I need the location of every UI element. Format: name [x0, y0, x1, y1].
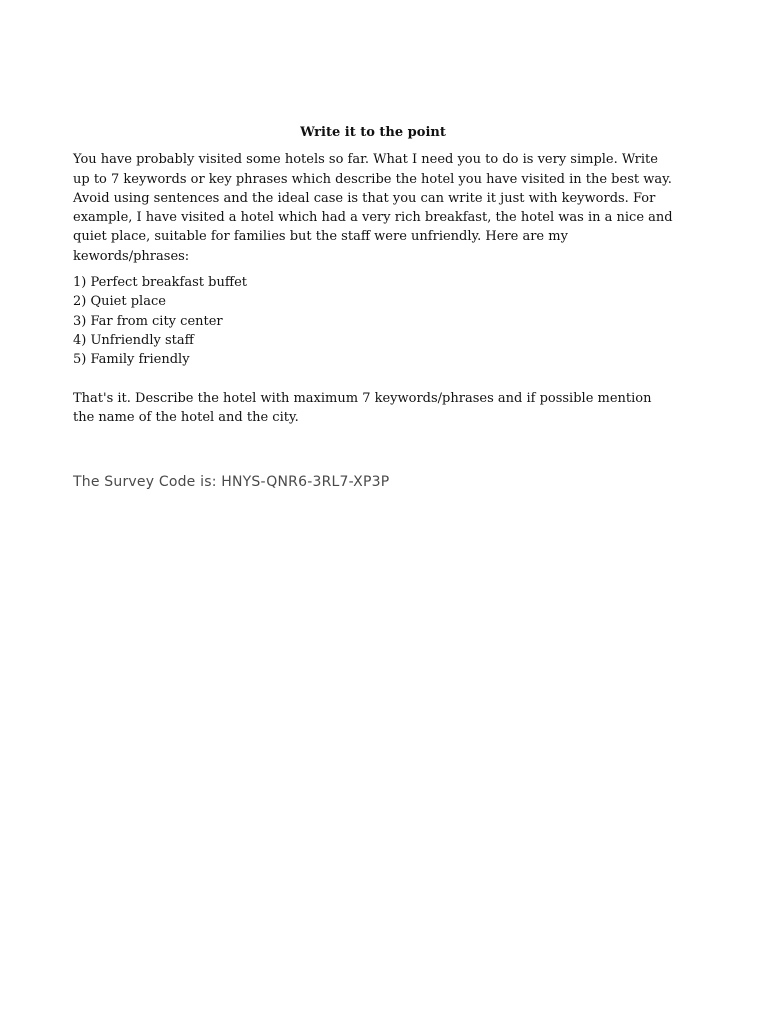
list-item: 4) Unfriendly staff — [73, 332, 194, 348]
outro-paragraph: That's it. Describe the hotel with maximum 7 keywords/phrases and if possible mention the name of the hotel and the city. — [73, 390, 652, 425]
list-item: 3) Far from city center — [73, 313, 223, 329]
list-item: 1) Perfect breakfast buffet — [73, 275, 247, 291]
document-body — [73, 123, 673, 427]
list-item: 5) Family friendly — [73, 352, 190, 368]
example-keyword-list — [73, 273, 673, 369]
list-item: 2) Quiet place — [73, 294, 166, 310]
intro-paragraph: You have probably visited some hotels so far. What I need you to do is very simple. Write up to 7 keywords or key phrases which describe the hotel you have visited in the best way. Avoid using sentences and the ideal case is that you can write it just with keywords. For example, I have visited a hotel which had a very rich breakfast, the hotel was in a nice and quiet place, suitable for families but the staff were unfriendly. Here are my kewords/phrases: — [73, 152, 673, 264]
survey-code-text: The Survey Code is: HNYS-QNR6-3RL7-XP3P — [73, 474, 390, 490]
document-title: Write it to the point — [300, 125, 446, 140]
